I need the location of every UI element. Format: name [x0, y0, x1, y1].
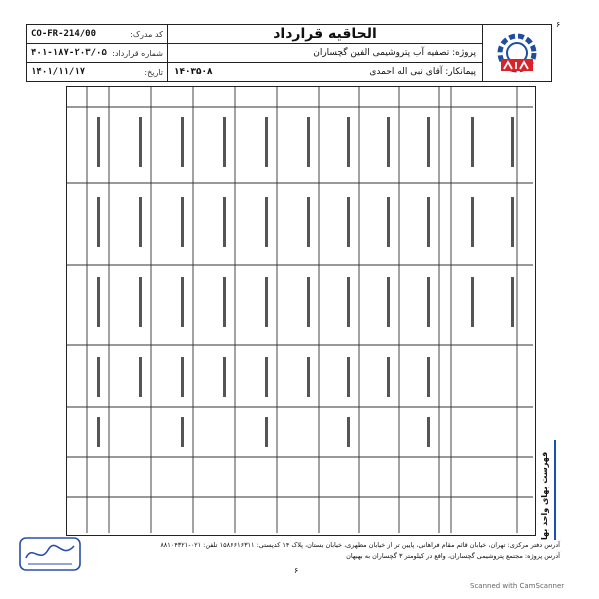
scanner-note: Scanned with CamScanner: [470, 582, 565, 590]
contract-number-label: شماره قرارداد:: [112, 48, 163, 58]
contract-number: ۴۰۱-۱۸۷-۲۰۳/۰۵: [31, 48, 107, 58]
company-stamp-icon: [18, 536, 82, 572]
document-header: [26, 24, 552, 82]
contractor-line: پیمانکار: آقای نبی اله احمدی: [369, 67, 476, 77]
form-code-label: کد مدرک:: [130, 29, 163, 39]
contractor-row: [168, 62, 482, 81]
document-title: الحاقیه قرارداد: [273, 26, 377, 42]
date: ۱۴۰۱/۱۱/۱۷: [31, 67, 86, 77]
address-line-2: آدرس پروژه: مجتمع پتروشیمی گچساران، واقع در کیلومتر ۳ گچساران به بهبهان: [346, 552, 560, 560]
logo-cell: [482, 25, 551, 81]
date-row: [27, 62, 167, 81]
form-code: CO-FR-214/00: [31, 29, 97, 39]
company-gear-logo-icon: [487, 29, 547, 77]
corner-mark: ۶: [556, 20, 561, 29]
project-line: پروژه: تصفیه آب پتروشیمی الفین گچساران: [168, 43, 482, 62]
contract-number-row: [27, 43, 167, 62]
date-label: تاریخ:: [144, 67, 163, 77]
side-title: فهرست بهای واحد بها: [540, 440, 556, 540]
document-footer: [120, 540, 560, 562]
form-code-row: [27, 25, 167, 43]
header-middle: [167, 25, 482, 81]
header-reference: [27, 25, 167, 81]
price-table: [66, 86, 536, 536]
price-table-grid: [67, 87, 533, 533]
contract-no: ۱۴۰۳۵۰۸: [174, 67, 213, 77]
page-number: ۶: [294, 566, 299, 575]
address-line-1: آدرس دفتر مرکزی: تهران، خیابان قائم مقام فراهانی، پایین تر از خیابان مطهری، خیابان بستان، پلاک ۱۴ کدپستی: ۱۵۸۶۶۱۶۳۱۱ تلفن: ۰۲۱-۸۸۱۰۴۳۲۱: [160, 541, 560, 549]
